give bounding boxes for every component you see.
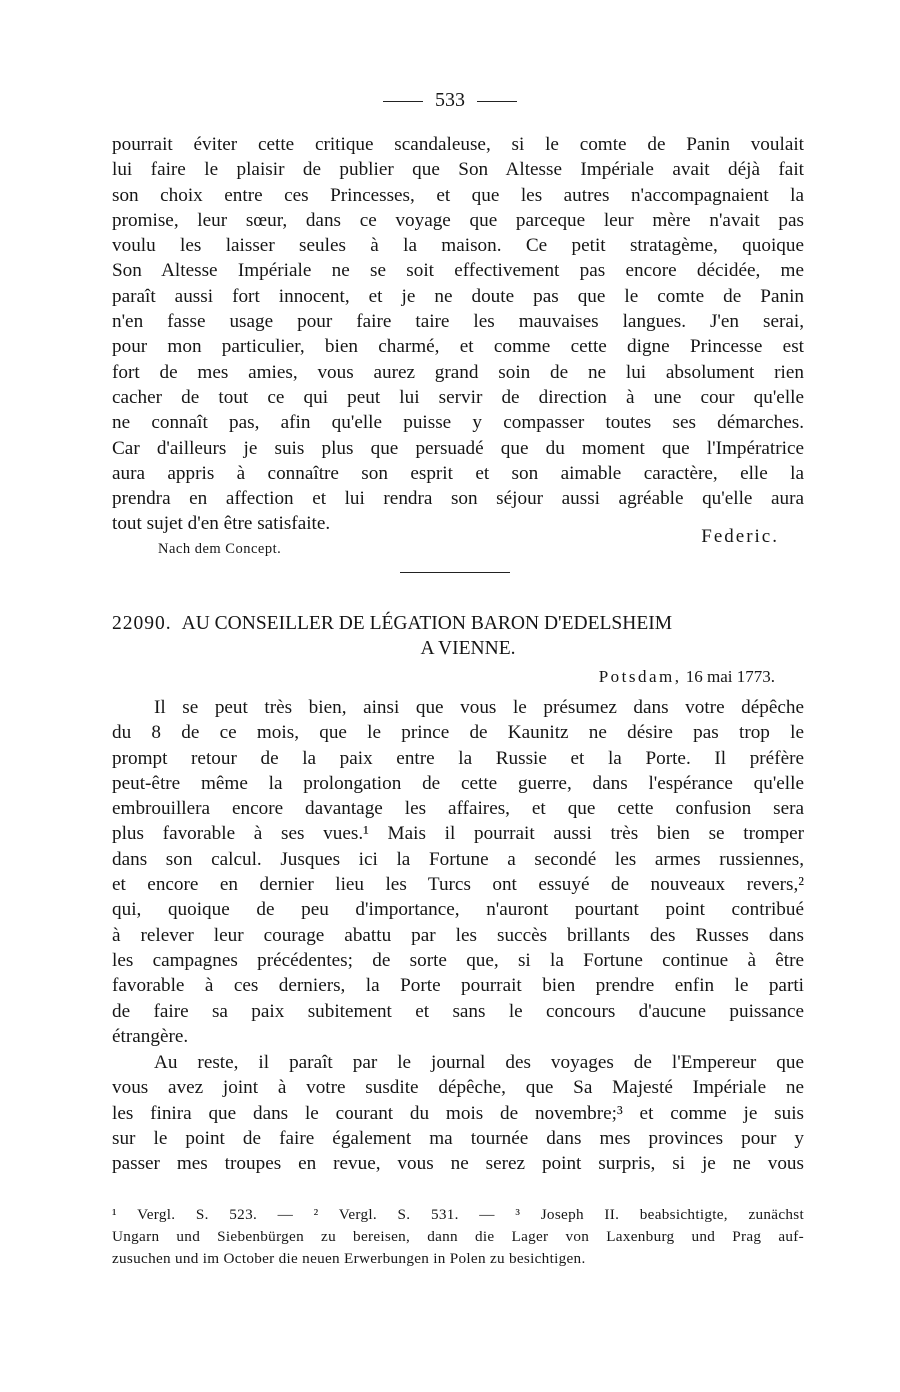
text-line: paraît aussi fort innocent, et je ne doute pas que le comte de Panin [112, 285, 804, 307]
page-header [0, 86, 900, 114]
text-line: vous avez joint à votre susdite dépêche, que Sa Majesté Impériale ne [112, 1077, 804, 1099]
text-line: étrangère. [112, 1025, 189, 1047]
text-line: peut-être même la prolongation de cette guerre, dans l'espérance qu'elle [112, 772, 804, 794]
letter-number: 22090. [112, 613, 172, 634]
footnote-line: zusuchen und im October die neuen Erwerbungen in Polen zu besichtigen. [112, 1250, 586, 1267]
text-line: passer mes troupes en revue, vous ne serez point surpris, si je ne vous [112, 1153, 804, 1175]
dateline-place: Potsdam, [598, 667, 682, 686]
text-line: qui, quoique de peu d'importance, n'auront pourtant point contribué [112, 899, 804, 921]
text-line: pourrait éviter cette critique scandaleuse, si le comte de Panin voulait [112, 134, 804, 155]
footnotes [112, 1204, 804, 1270]
text-line: ne connaît pas, afin qu'elle puisse y compasser toutes ses démarches. [112, 412, 804, 434]
text-line: et encore en dernier lieu les Turcs ont essuyé de nouveaux revers,² [112, 874, 804, 896]
text-line: voulu les laisser seules à la maison. Ce petit stratagème, quoique [112, 235, 804, 257]
header-rule-left [383, 101, 423, 102]
text-line: plus favorable à ses vues.¹ Mais il pourrait aussi très bien se tromper [112, 823, 804, 845]
text-line: son choix entre ces Princesses, et que les autres n'accompagnaient la [112, 184, 804, 206]
text-line: du 8 de ce mois, que le prince de Kaunitz ne désire pas trop le [112, 722, 804, 744]
text-line: à relever leur courage abattu par les succès brillants des Russes dans [112, 924, 804, 946]
title-line-2: A VIENNE. [420, 638, 516, 659]
signature: Federic. [701, 526, 779, 547]
text-line: Au reste, il paraît par le journal des voyages de l'Empereur que [154, 1052, 804, 1073]
letter-title [112, 611, 804, 661]
text-line: prompt retour de la paix entre la Russie et la Porte. Il préfère [112, 747, 804, 769]
title-text-1: AU CONSEILLER DE LÉGATION BARON D'EDELSHEIM [181, 613, 673, 634]
text-line: cacher de tout ce qui peut lui servir de direction à une cour qu'elle [112, 386, 804, 408]
text-line: dans son calcul. Jusques ici la Fortune a secondé les armes russiennes, [112, 848, 804, 870]
text-line: fort de mes amies, vous aurez grand soin de ne lui absolument rien [112, 361, 804, 383]
text-line: pour mon particulier, bien charmé, et comme cette digne Princesse est [112, 336, 804, 358]
concept-note: Nach dem Concept. [158, 541, 282, 557]
text-line: lui faire le plaisir de publier que Son Altesse Impériale avait déjà fait [112, 159, 804, 181]
text-line: prendra en affection et lui rendra son séjour aussi agréable qu'elle aura [112, 488, 804, 510]
dateline-date: 16 mai 1773. [685, 667, 775, 686]
footnote-line: ¹ Vergl. S. 523. — ² Vergl. S. 531. — ³ Joseph II. beabsichtigte, zunächst [112, 1206, 804, 1223]
page-number: 533 [435, 89, 465, 111]
text-line: les campagnes précédentes; de sorte que, si la Fortune continue à être [112, 949, 804, 971]
text-line: les finira que dans le courant du mois de novembre;³ et comme je suis [112, 1102, 804, 1124]
text-line: favorable à ces derniers, la Porte pourrait bien prendre enfin le parti [112, 975, 804, 997]
text-line: n'en fasse usage pour faire taire les mauvaises langues. J'en serai, [112, 311, 804, 333]
text-line: sur le point de faire également ma tournée dans mes provinces pour y [112, 1127, 804, 1149]
text-line: Car d'ailleurs je suis plus que persuadé que du moment que l'Impératrice [112, 437, 804, 459]
text-line: tout sujet d'en être satisfaite. [112, 513, 331, 535]
text-line: aura appris à connaître son esprit et son aimable caractère, elle la [112, 462, 804, 484]
text-line: embrouillera encore davantage les affaires, et que cette confusion sera [112, 798, 804, 820]
title-line-1 [112, 611, 804, 636]
paragraph-1 [112, 132, 804, 537]
text-line: promise, leur sœur, dans ce voyage que parceque leur mère n'avait pas [112, 209, 804, 231]
section-divider [400, 572, 510, 573]
dateline [599, 667, 775, 687]
text-line: Son Altesse Impériale ne se soit effectivement pas encore décidée, me [112, 260, 804, 282]
text-line: Il se peut très bien, ainsi que vous le présumez dans votre dépêche [154, 697, 804, 718]
header-rule-right [477, 101, 517, 102]
footnote-line: Ungarn und Siebenbürgen zu bereisen, dann die Lager von Laxenburg und Prag auf- [112, 1228, 804, 1245]
text-line: de faire sa paix subitement et sans le concours d'aucune puissance [112, 1000, 804, 1022]
paragraph-2 [112, 695, 804, 1049]
paragraph-3 [112, 1050, 804, 1176]
